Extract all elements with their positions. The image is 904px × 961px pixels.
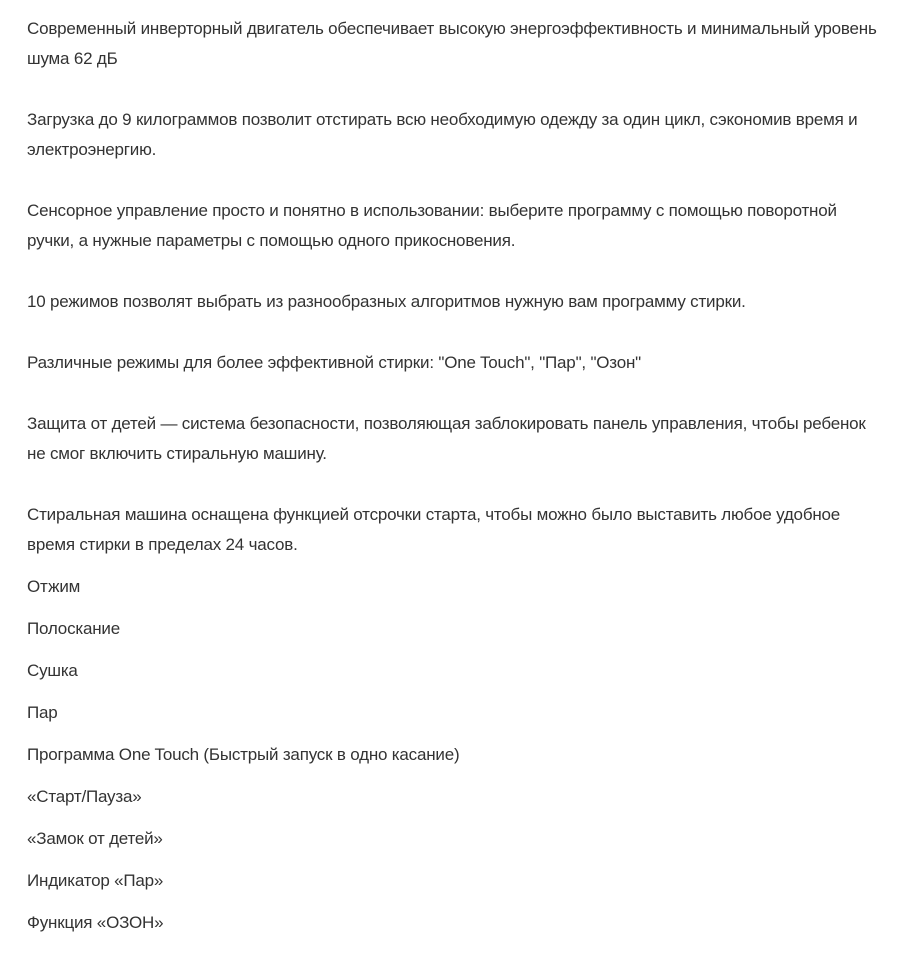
feature-item-spin: Отжим: [27, 577, 81, 596]
paragraph-child-protection: Защита от детей — система безопасности, позволяющая заблокировать панель управления, чтобы ребенок не смог включить стиральную машину.: [27, 414, 866, 463]
feature-item-rinse: Полоскание: [27, 619, 120, 638]
paragraph-special-modes: Различные режимы для более эффективной стирки: "One Touch", "Пар", "Озон": [27, 353, 641, 372]
paragraph-inverter-motor: Современный инверторный двигатель обеспечивает высокую энергоэффективность и минимальный уровень шума 62 дБ: [27, 19, 877, 68]
paragraph-load-capacity: Загрузка до 9 килограммов позволит отстирать всю необходимую одежду за один цикл, сэкономив время и электроэнергию.: [27, 110, 858, 159]
paragraph-modes-count: 10 режимов позволят выбрать из разнообразных алгоритмов нужную вам программу стирки.: [27, 292, 746, 311]
paragraph-delayed-start: Стиральная машина оснащена функцией отсрочки старта, чтобы можно было выставить любое удобное время стирки в пределах 24 часов.: [27, 505, 841, 554]
feature-item-child-lock: «Замок от детей»: [27, 829, 163, 848]
feature-item-start-pause: «Старт/Пауза»: [27, 787, 142, 806]
feature-item-ozone: Функция «ОЗОН»: [27, 913, 164, 932]
feature-list: [27, 572, 878, 938]
paragraph-touch-control: Сенсорное управление просто и понятно в использовании: выберите программу с помощью поворотной ручки, а нужные параметры с помощью одного прикосновения.: [27, 201, 837, 250]
feature-item-dry: Сушка: [27, 661, 78, 680]
feature-item-one-touch: Программа One Touch (Быстрый запуск в одно касание): [27, 745, 460, 764]
feature-item-steam: Пар: [27, 703, 58, 722]
feature-item-steam-indicator: Индикатор «Пар»: [27, 871, 164, 890]
